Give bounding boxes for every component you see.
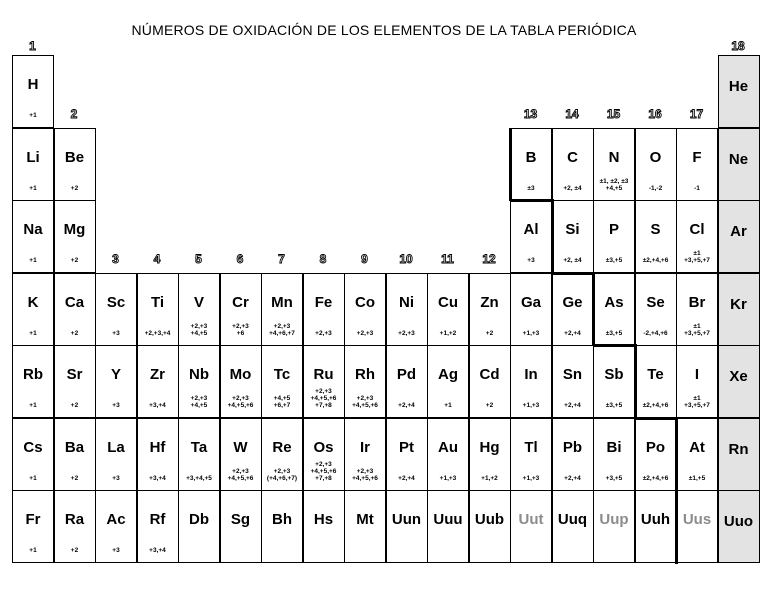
element-symbol: Ne: [728, 150, 749, 168]
element-symbol: Sr: [66, 366, 83, 383]
element-cell: [261, 490, 303, 563]
element-cell: [12, 490, 54, 563]
element-cell: [510, 418, 552, 491]
oxidation-numbers: ±3,+5: [605, 257, 623, 264]
element-cell: [54, 345, 96, 418]
element-cell: [178, 345, 220, 418]
element-symbol: Ca: [64, 293, 85, 311]
group-number: 3: [112, 252, 119, 266]
element-cell: [676, 345, 718, 418]
element-cell: [635, 128, 677, 201]
oxidation-numbers: +2,+3: [356, 329, 374, 337]
element-cell: [593, 128, 635, 201]
oxidation-numbers: +3: [112, 547, 120, 554]
element-symbol: Bi: [606, 438, 622, 456]
element-symbol: Rf: [149, 511, 166, 528]
element-symbol: Uuu: [433, 511, 463, 528]
oxidation-numbers: +1,+3: [439, 474, 457, 482]
element-symbol: K: [27, 293, 39, 311]
element-symbol: Rh: [355, 366, 375, 383]
oxidation-numbers: +2,+3 +4,+5,+6 +7,+8: [310, 388, 337, 409]
element-symbol: Ge: [562, 293, 583, 311]
element-symbol: N: [608, 148, 620, 166]
oxidation-numbers: ±1 +3,+5,+7: [684, 250, 710, 264]
oxidation-numbers: +3: [112, 329, 120, 337]
element-cell: [593, 273, 635, 346]
element-symbol: O: [649, 148, 662, 166]
element-symbol: Xe: [729, 368, 748, 385]
element-cell: [303, 418, 345, 491]
metal-nonmetal-divider: [635, 417, 679, 420]
element-symbol: Cl: [689, 221, 705, 238]
oxidation-numbers: +1,+3: [522, 474, 540, 482]
oxidation-numbers: +1: [29, 112, 37, 119]
element-cell: [261, 418, 303, 491]
element-cell: [303, 273, 345, 346]
element-cell: [386, 418, 428, 491]
element-symbol: B: [525, 148, 537, 166]
element-symbol: Co: [355, 293, 375, 311]
element-cell: [427, 345, 469, 418]
element-cell: [54, 200, 96, 273]
page-title: NÚMEROS DE OXIDACIÓN DE LOS ELEMENTOS DE LA TABLA PERIÓDICA: [131, 22, 637, 38]
element-cell: [718, 273, 760, 346]
oxidation-numbers: +2,+3 +4,+5: [190, 395, 208, 409]
element-symbol: Uuo: [723, 513, 754, 530]
element-cell: [137, 345, 179, 418]
element-symbol: Rb: [23, 366, 43, 383]
element-symbol: Fe: [314, 293, 333, 311]
group-number: 9: [361, 252, 368, 266]
element-cell: [676, 490, 718, 563]
element-cell: [12, 273, 54, 346]
element-cell: [427, 273, 469, 346]
element-cell: [12, 418, 54, 491]
element-cell: [676, 418, 718, 491]
element-symbol: Fr: [25, 511, 41, 528]
element-cell: [54, 490, 96, 563]
element-symbol: Ru: [313, 366, 334, 383]
element-symbol: Pd: [396, 366, 417, 383]
element-cell: [635, 273, 677, 346]
oxidation-numbers: +2,+4: [564, 329, 581, 337]
element-cell: [552, 200, 594, 273]
element-symbol: H: [27, 76, 39, 93]
element-symbol: C: [567, 148, 578, 166]
oxidation-numbers: +2,+3 +4,+5,+6: [227, 467, 254, 482]
oxidation-numbers: +2,+3: [315, 329, 332, 337]
element-cell: [593, 418, 635, 491]
element-cell: [344, 490, 386, 563]
element-cell: [220, 273, 262, 346]
group-number: 10: [399, 252, 413, 266]
oxidation-numbers: ±1,+5: [688, 474, 706, 482]
metal-nonmetal-divider: [552, 272, 596, 275]
oxidation-numbers: +3: [112, 402, 120, 409]
element-cell: [469, 345, 511, 418]
element-symbol: At: [689, 438, 705, 456]
element-cell: [427, 418, 469, 491]
metal-nonmetal-divider: [510, 199, 554, 202]
element-cell: [54, 128, 96, 201]
element-cell: [95, 490, 137, 563]
group-number: 15: [606, 107, 621, 121]
element-symbol: P: [608, 221, 619, 238]
element-cell: [718, 345, 760, 418]
group-number: 5: [195, 252, 202, 266]
oxidation-numbers: +3,+4: [149, 547, 166, 554]
element-cell: [178, 418, 220, 491]
element-symbol: Mt: [356, 511, 374, 528]
oxidation-numbers: +2,+3 +4,+6,+7: [269, 322, 295, 337]
element-cell: [635, 345, 677, 418]
element-cell: [12, 128, 54, 201]
element-symbol: La: [107, 438, 125, 456]
oxidation-numbers: +3: [112, 474, 120, 482]
element-cell: [676, 200, 718, 273]
element-symbol: Os: [313, 438, 334, 456]
element-symbol: Uun: [391, 511, 422, 528]
group-number: 4: [153, 252, 161, 266]
metal-nonmetal-divider: [675, 418, 678, 564]
oxidation-numbers: +3,+4: [149, 474, 166, 482]
element-symbol: Cr: [232, 293, 249, 311]
element-cell: [718, 200, 760, 273]
element-symbol: Ra: [64, 511, 85, 528]
oxidation-numbers: +3,+4,+5: [186, 474, 212, 482]
element-symbol: Uut: [518, 511, 544, 528]
element-cell: [178, 490, 220, 563]
element-symbol: Al: [523, 221, 539, 238]
element-symbol: Pb: [562, 438, 583, 456]
oxidation-numbers: +1,+2: [481, 474, 498, 482]
element-cell: [427, 490, 469, 563]
element-cell: [220, 418, 262, 491]
element-symbol: S: [650, 221, 661, 238]
oxidation-numbers: +1: [29, 474, 37, 482]
element-symbol: Ba: [64, 438, 85, 456]
element-symbol: Db: [189, 511, 209, 528]
element-symbol: Ni: [399, 293, 414, 311]
element-cell: [54, 273, 96, 346]
element-cell: [510, 273, 552, 346]
oxidation-numbers: ±3: [527, 184, 535, 192]
oxidation-numbers: +2: [70, 402, 79, 409]
oxidation-numbers: ±1 +3,+5,+7: [684, 395, 710, 409]
element-cell: [510, 490, 552, 563]
element-cell: [344, 273, 386, 346]
oxidation-numbers: +2,+3 +4,+5,+6 +7,+8: [310, 460, 337, 482]
element-cell: [552, 418, 594, 491]
oxidation-numbers: +2,+3 +4,+5,+6: [227, 395, 254, 409]
oxidation-numbers: ±3,+5: [605, 402, 623, 409]
element-cell: [12, 55, 54, 128]
group-number: 18: [731, 39, 745, 53]
element-cell: [718, 128, 760, 201]
element-symbol: Zn: [480, 293, 499, 311]
oxidation-numbers: +3,+5: [605, 474, 623, 482]
element-symbol: Br: [688, 293, 706, 311]
oxidation-numbers: +2,+3 +6: [232, 322, 249, 337]
element-symbol: V: [193, 293, 204, 311]
element-cell: [593, 490, 635, 563]
element-symbol: Te: [647, 366, 664, 383]
element-cell: [386, 490, 428, 563]
oxidation-numbers: +2,+3,+4: [144, 329, 171, 337]
element-cell: [552, 345, 594, 418]
element-symbol: Uuh: [640, 511, 671, 528]
element-symbol: F: [692, 148, 702, 166]
element-symbol: Se: [646, 293, 665, 311]
element-symbol: Ta: [190, 438, 208, 456]
element-cell: [552, 273, 594, 346]
group-number: 16: [648, 107, 662, 121]
oxidation-numbers: +2,+3 +4,+5,+6: [352, 467, 378, 482]
element-cell: [95, 273, 137, 346]
element-symbol: Hs: [313, 511, 334, 528]
element-symbol: Uup: [599, 511, 629, 528]
oxidation-numbers: +2,+4: [398, 402, 415, 409]
oxidation-numbers: +2,+3: [398, 329, 415, 337]
element-cell: [54, 418, 96, 491]
element-symbol: Sg: [230, 511, 251, 528]
oxidation-numbers: +2,+3 +4,+5: [190, 322, 208, 337]
group-number: 1: [29, 39, 36, 53]
element-symbol: Y: [110, 366, 121, 383]
oxidation-numbers: +4,+5 +6,+7: [273, 395, 291, 409]
element-cell: [635, 418, 677, 491]
oxidation-numbers: +2,+3 (+4,+6,+7): [266, 467, 298, 482]
element-symbol: Ti: [150, 293, 165, 311]
element-cell: [386, 273, 428, 346]
element-symbol: Zr: [150, 366, 165, 383]
element-symbol: Tl: [524, 438, 538, 456]
element-symbol: In: [524, 366, 538, 383]
element-cell: [137, 273, 179, 346]
metal-nonmetal-divider: [634, 345, 637, 419]
element-cell: [635, 490, 677, 563]
element-cell: [95, 345, 137, 418]
element-cell: [469, 273, 511, 346]
element-cell: [676, 273, 718, 346]
element-cell: [220, 345, 262, 418]
element-cell: [261, 273, 303, 346]
oxidation-numbers: +3,+4: [149, 402, 166, 409]
oxidation-numbers: +2, ±4: [563, 184, 582, 192]
element-symbol: Uuq: [557, 511, 588, 528]
element-cell: [510, 128, 552, 201]
element-cell: [12, 200, 54, 273]
group-number: 2: [70, 107, 78, 121]
metal-nonmetal-divider: [593, 344, 637, 347]
element-symbol: Ir: [359, 438, 370, 456]
element-symbol: Uus: [682, 511, 712, 528]
element-symbol: Cu: [438, 293, 458, 311]
element-cell: [261, 345, 303, 418]
group-number: 6: [236, 252, 244, 266]
oxidation-numbers: +2: [70, 329, 79, 337]
element-cell: [469, 490, 511, 563]
element-symbol: Mo: [229, 366, 252, 383]
element-symbol: Pt: [399, 438, 414, 456]
oxidation-numbers: -1,-2: [648, 184, 663, 192]
element-symbol: Sc: [106, 293, 126, 311]
oxidation-numbers: +1,+2: [439, 329, 457, 337]
oxidation-numbers: +1: [29, 547, 37, 554]
element-symbol: I: [694, 366, 700, 383]
group-number: 7: [278, 252, 285, 266]
element-symbol: Rn: [728, 440, 749, 458]
element-symbol: Au: [438, 438, 458, 456]
oxidation-numbers: +3: [527, 257, 535, 264]
element-cell: [344, 418, 386, 491]
oxidation-numbers: ±2,+4,+6: [642, 474, 669, 482]
oxidation-numbers: -2,+4,+6: [643, 329, 668, 337]
element-cell: [718, 418, 760, 491]
element-symbol: Sn: [562, 366, 583, 383]
element-symbol: He: [728, 78, 749, 95]
element-cell: [593, 345, 635, 418]
oxidation-numbers: +2: [70, 184, 79, 192]
element-symbol: Hg: [479, 438, 500, 456]
element-cell: [220, 490, 262, 563]
element-cell: [469, 418, 511, 491]
oxidation-numbers: ±3,+5: [605, 329, 623, 337]
oxidation-numbers: +2: [485, 329, 494, 337]
element-symbol: Kr: [730, 295, 747, 313]
element-symbol: Mg: [63, 221, 86, 238]
element-cell: [137, 418, 179, 491]
element-symbol: Tc: [273, 366, 291, 383]
element-symbol: Ar: [730, 223, 747, 240]
element-cell: [552, 128, 594, 201]
metal-nonmetal-divider: [592, 273, 595, 347]
oxidation-numbers: +1: [444, 402, 452, 409]
element-symbol: Si: [565, 221, 580, 238]
oxidation-numbers: +2: [485, 402, 494, 409]
oxidation-numbers: +2,+4: [564, 474, 581, 482]
element-symbol: Uub: [474, 511, 505, 528]
element-cell: [718, 490, 760, 563]
oxidation-numbers: +1,+3: [522, 402, 540, 409]
oxidation-numbers: +1: [29, 257, 37, 264]
element-symbol: Sb: [604, 366, 624, 383]
element-cell: [95, 418, 137, 491]
element-cell: [593, 200, 635, 273]
oxidation-numbers: +2,+4: [398, 474, 415, 482]
oxidation-numbers: +2: [70, 257, 79, 264]
element-symbol: Mn: [271, 293, 293, 311]
element-cell: [676, 128, 718, 201]
element-cell: [718, 55, 760, 128]
group-number: 14: [565, 107, 579, 121]
element-cell: [552, 490, 594, 563]
element-symbol: Cd: [479, 366, 500, 383]
group-number: 11: [441, 252, 454, 266]
oxidation-numbers: ±2,+4,+6: [642, 257, 669, 264]
group-number: 12: [482, 252, 496, 266]
oxidation-numbers: ±2,+4,+6: [642, 402, 669, 409]
element-cell: [510, 200, 552, 273]
element-cell: [635, 200, 677, 273]
element-symbol: Be: [64, 148, 85, 166]
element-symbol: Bh: [272, 511, 292, 528]
element-cell: [12, 345, 54, 418]
element-symbol: Ac: [106, 511, 126, 528]
group-number: 17: [689, 107, 704, 121]
oxidation-numbers: +1: [29, 402, 37, 409]
metal-nonmetal-divider: [551, 200, 554, 274]
oxidation-numbers: -1: [694, 184, 700, 192]
element-symbol: Cs: [23, 438, 43, 456]
element-cell: [178, 273, 220, 346]
element-symbol: Li: [26, 148, 40, 166]
element-cell: [303, 490, 345, 563]
oxidation-numbers: +1: [29, 184, 37, 192]
oxidation-numbers: +2,+4: [564, 402, 581, 409]
oxidation-numbers: +2: [70, 474, 79, 482]
oxidation-numbers: +2: [70, 547, 79, 554]
element-symbol: Re: [272, 438, 292, 456]
element-cell: [510, 345, 552, 418]
element-cell: [303, 345, 345, 418]
element-symbol: As: [604, 293, 624, 311]
oxidation-numbers: +2,+3 +4,+5,+6: [352, 395, 378, 409]
element-symbol: Na: [23, 221, 43, 238]
element-symbol: Nb: [189, 366, 209, 383]
element-cell: [386, 345, 428, 418]
oxidation-numbers: +1,+3: [522, 329, 540, 337]
element-cell: [344, 345, 386, 418]
element-symbol: Ag: [438, 366, 458, 383]
metal-nonmetal-divider: [509, 128, 512, 202]
element-symbol: W: [233, 438, 248, 456]
oxidation-numbers: ±1 +3,+5,+7: [684, 322, 710, 337]
oxidation-numbers: +1: [29, 329, 37, 337]
element-symbol: Ga: [520, 293, 541, 311]
group-number: 13: [523, 107, 538, 121]
element-cell: [137, 490, 179, 563]
element-symbol: Po: [645, 438, 666, 456]
element-symbol: Hf: [149, 438, 166, 456]
group-number: 8: [319, 252, 327, 266]
oxidation-numbers: ±1, ±2, ±3 +4,+5: [599, 177, 629, 192]
oxidation-numbers: +2, ±4: [563, 257, 582, 264]
